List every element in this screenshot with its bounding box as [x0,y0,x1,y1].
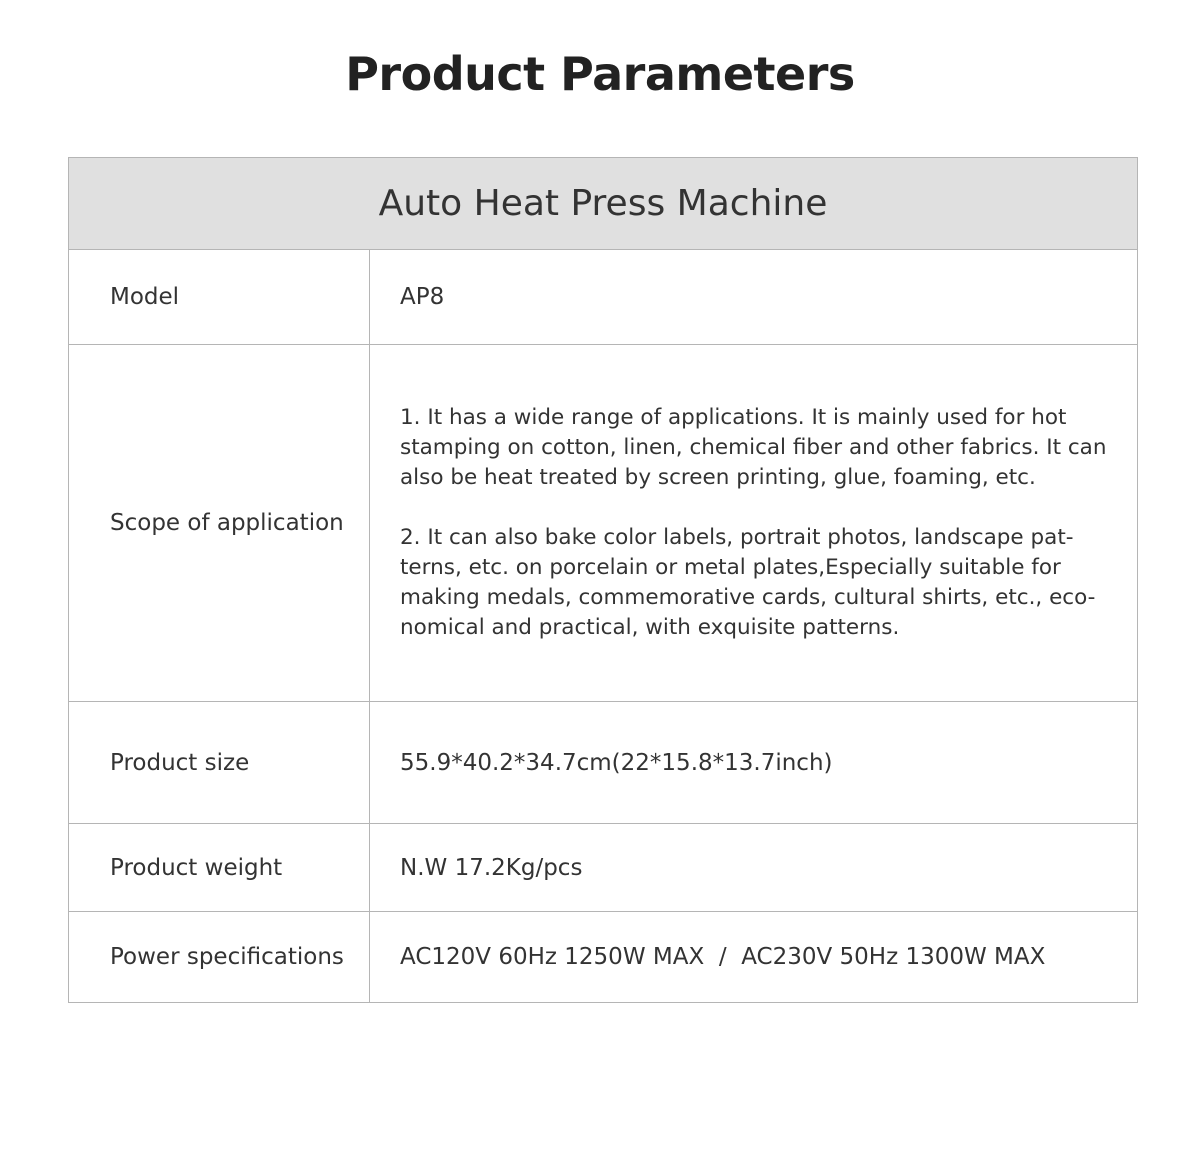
row-value: 55.9*40.2*34.7cm(22*15.8*13.7inch) [400,749,833,776]
row-label: Scope of application [69,345,370,701]
table-row-size [69,702,1137,824]
row-value: AP8 [400,284,445,310]
row-label: Model [69,250,370,344]
row-label: Product weight [69,824,370,911]
row-value: AC120V 60Hz 1250W MAX / AC230V 50Hz 1300W MAX [400,944,1046,970]
table-row-weight [69,824,1137,912]
table-row-power [69,912,1137,1002]
scope-paragraph: 1. It has a wide range of applications. It is mainly used for hot stamping on cotton, linen, chemical fiber and other fabrics. It can also be heat treated by screen printing, glue, foaming, etc. [400,405,1107,490]
table-row-scope [69,345,1137,702]
page-title: Product Parameters [345,47,855,101]
row-value: N.W 17.2Kg/pcs [400,854,583,881]
spec-table [68,157,1138,1003]
row-label: Product size [69,702,370,823]
scope-paragraph: 2. It can also bake color labels, portrait photos, landscape pat-terns, etc. on porcelain or metal plates,Especially suitable for making medals, commemorative cards, cultural shirts, etc., eco-nomical and practical, with exquisite patterns. [400,525,1096,640]
row-label: Power specifications [69,912,370,1002]
row-value [370,345,1137,701]
table-row-model [69,250,1137,345]
table-header: Auto Heat Press Machine [69,158,1137,250]
